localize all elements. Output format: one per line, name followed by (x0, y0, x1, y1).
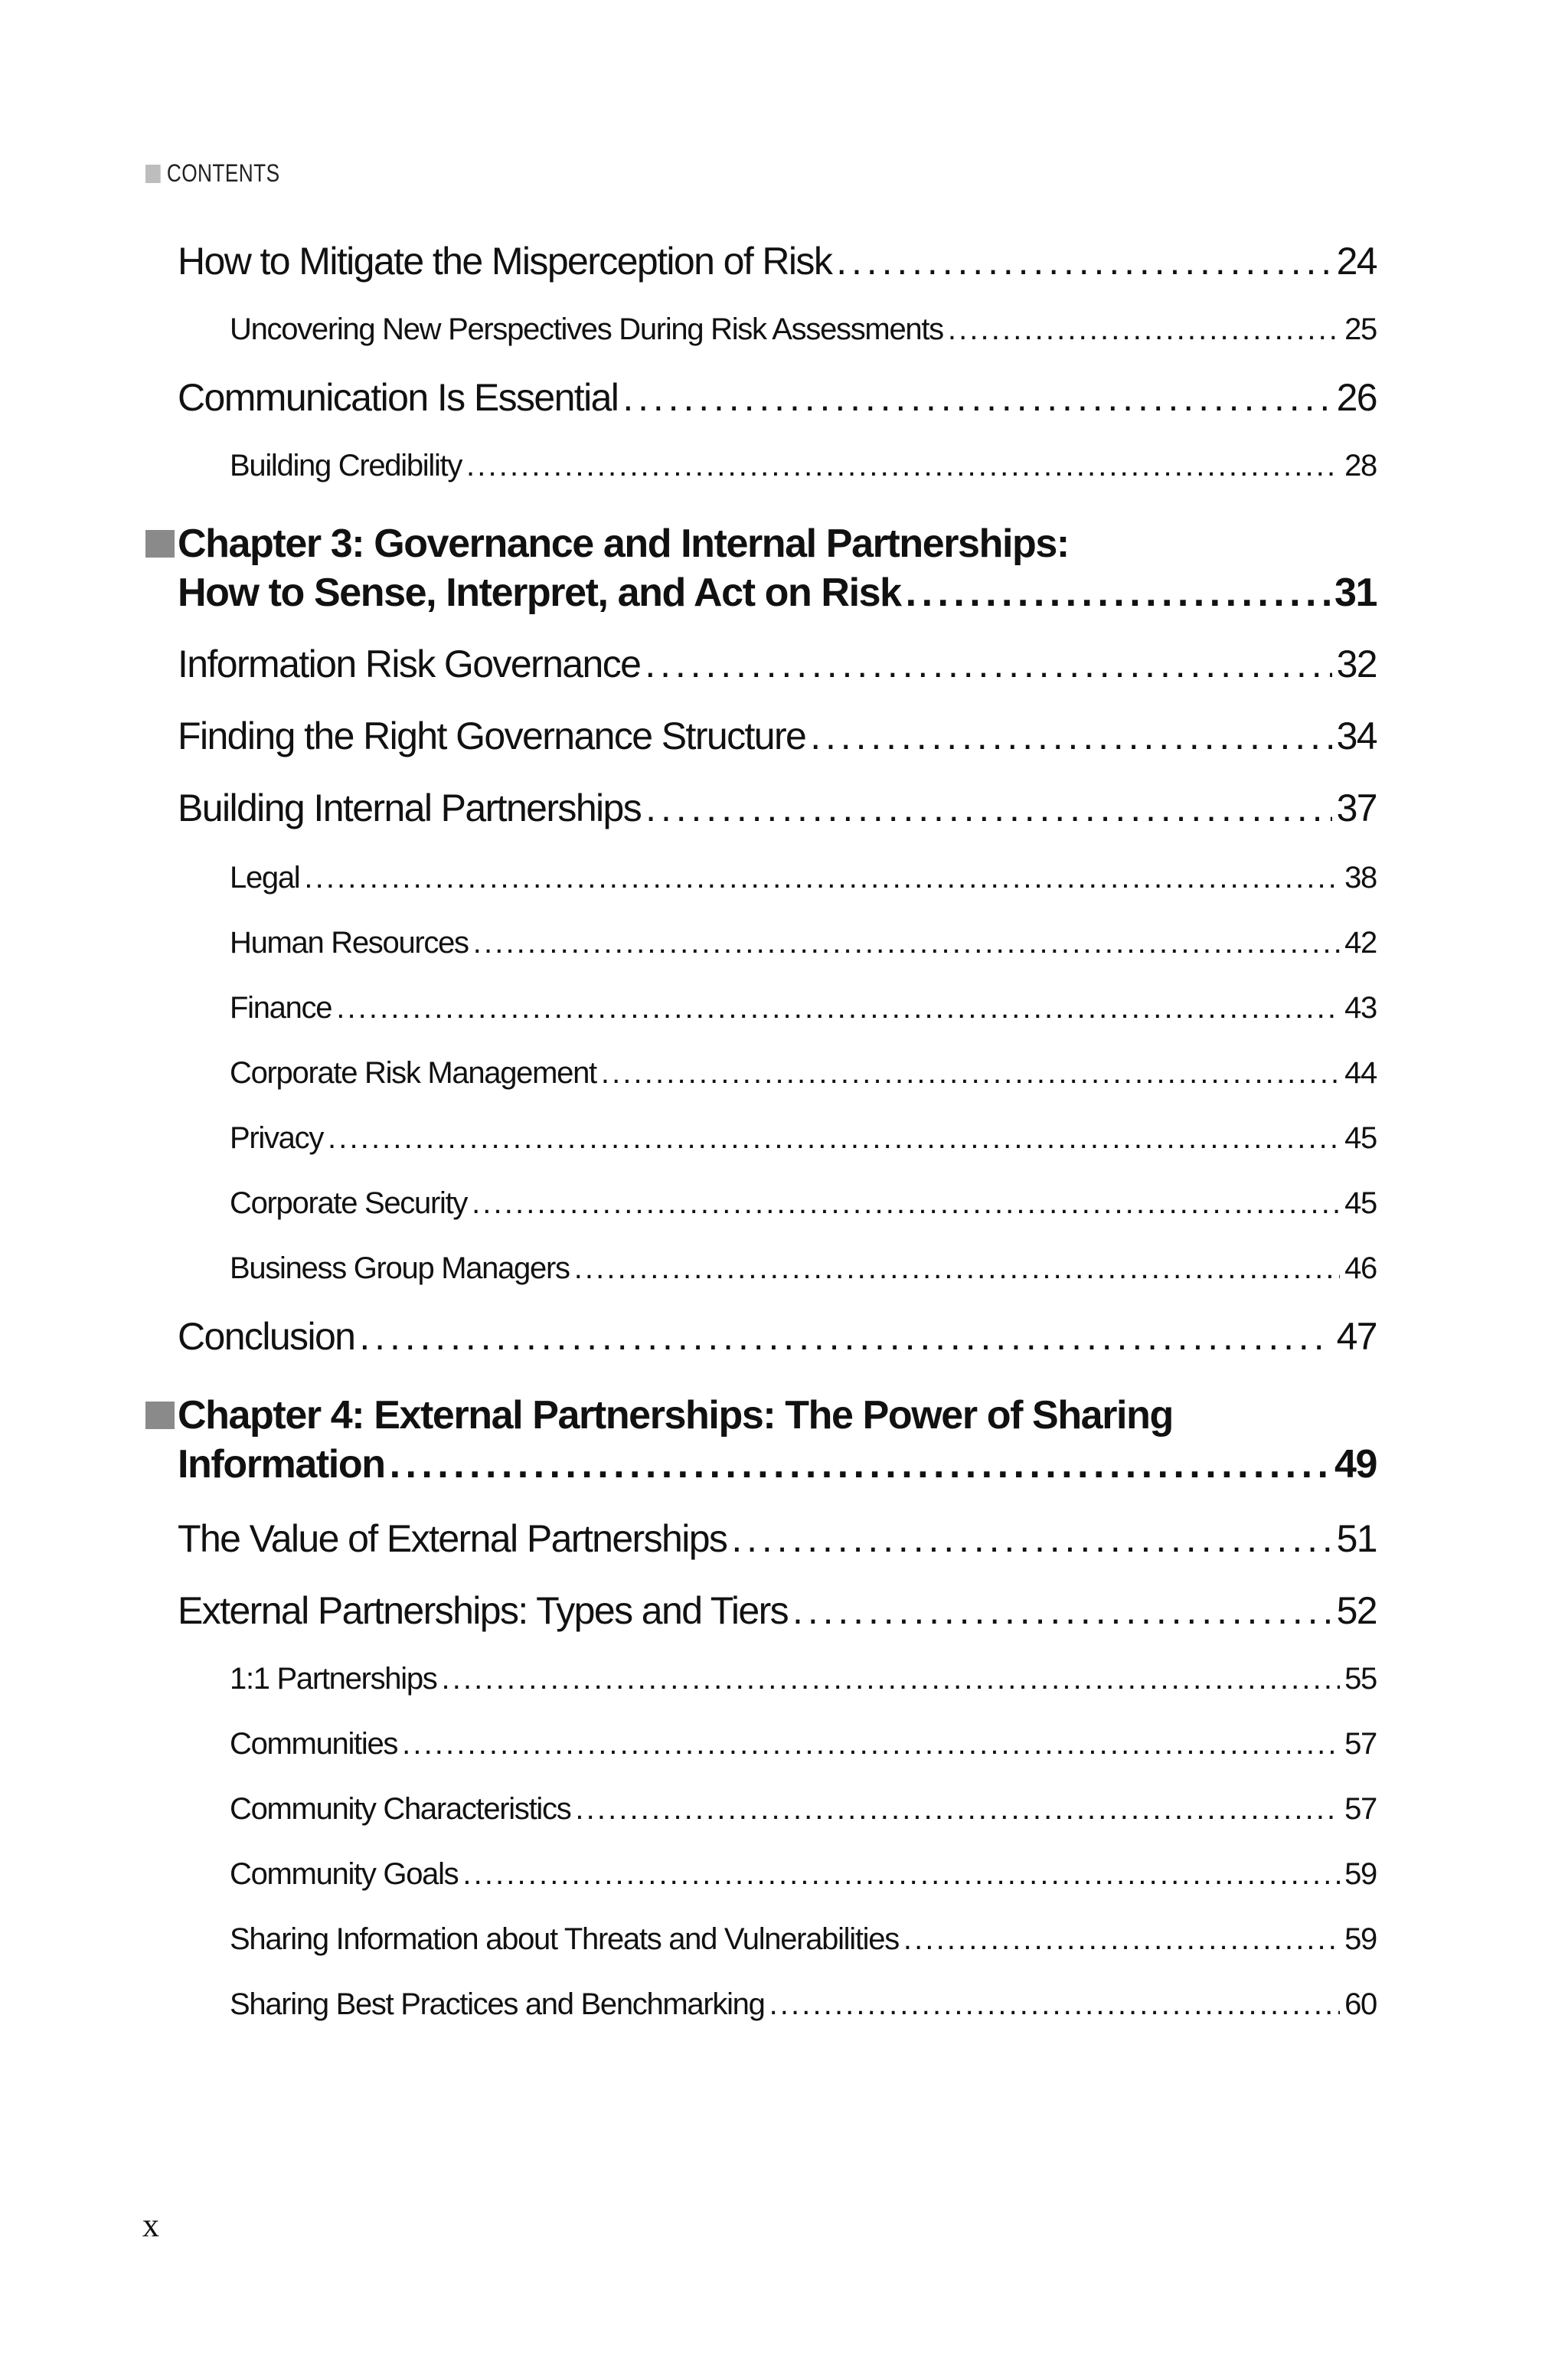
toc-subentry[interactable] (230, 926, 1377, 960)
toc-subentry[interactable] (230, 1857, 1377, 1892)
toc-entry[interactable] (178, 239, 1377, 283)
toc-entry[interactable] (178, 786, 1377, 830)
toc-entry-title: Building Internal Partnerships (178, 787, 642, 829)
toc-subentry-title: Corporate Risk Management (230, 1056, 596, 1090)
toc-subentry[interactable] (230, 1186, 1377, 1221)
toc-subentry-title: Community Goals (230, 1857, 459, 1891)
dot-leader (462, 1857, 1340, 1892)
toc-entry-page: 37 (1336, 787, 1377, 829)
toc-entry-page: 51 (1336, 1517, 1377, 1560)
dot-leader (792, 1588, 1332, 1633)
chapter-page: 49 (1334, 1442, 1377, 1487)
toc-subentry-page: 25 (1344, 312, 1377, 346)
chapter-title-line1: Chapter 3: Governance and Internal Partnerships: (178, 522, 1069, 566)
dot-leader (472, 1186, 1340, 1221)
toc-subentry[interactable] (230, 1056, 1377, 1091)
toc-entry-title: Information Risk Governance (178, 643, 641, 685)
dot-leader (645, 786, 1331, 830)
dot-leader (390, 1441, 1330, 1487)
toc-subentry[interactable] (230, 861, 1377, 895)
dot-leader (601, 1056, 1340, 1091)
dot-leader (622, 375, 1331, 420)
toc-subentry-page: 28 (1344, 449, 1377, 482)
toc-entry[interactable] (178, 1516, 1377, 1561)
chapter-title-line1: Chapter 4: External Partnerships: The Power of Sharing (178, 1393, 1173, 1438)
toc-entry-page: 52 (1336, 1589, 1377, 1632)
running-header (145, 159, 279, 188)
toc-subentry-title: Finance (230, 991, 332, 1025)
dot-leader (359, 1314, 1331, 1359)
toc-subentry-title: Building Credibility (230, 449, 462, 482)
dot-leader (810, 714, 1331, 758)
toc-entry-title: External Partnerships: Types and Tiers (178, 1589, 789, 1632)
toc-entry-title: The Value of External Partnerships (178, 1517, 727, 1560)
toc-subentry-title: 1:1 Partnerships (230, 1662, 437, 1696)
toc-entry-page: 24 (1336, 240, 1377, 283)
toc-subentry[interactable] (230, 1792, 1377, 1827)
toc-entry[interactable] (178, 642, 1377, 686)
toc-subentry-title: Human Resources (230, 926, 469, 960)
toc-subentry-page: 42 (1344, 926, 1377, 960)
page-number: x (142, 2206, 159, 2244)
toc-subentry[interactable] (230, 1121, 1377, 1156)
toc-entry-title: Communication Is Essential (178, 376, 619, 419)
toc-subentry[interactable] (230, 991, 1377, 1025)
toc-subentry-title: Sharing Information about Threats and Vulnerabilities (230, 1922, 899, 1956)
dot-leader (402, 1727, 1340, 1761)
dot-leader (466, 449, 1340, 483)
dot-leader (304, 861, 1340, 895)
toc-entry[interactable] (178, 375, 1377, 420)
dot-leader (473, 926, 1340, 960)
dot-leader (575, 1792, 1340, 1827)
dot-leader (336, 991, 1340, 1025)
toc-entry-page: 47 (1336, 1315, 1377, 1358)
chapter-heading[interactable] (145, 521, 1377, 616)
dot-leader (948, 312, 1340, 347)
toc-subentry-page: 55 (1344, 1662, 1377, 1696)
toc-subentry[interactable] (230, 1251, 1377, 1286)
toc-subentry-title: Legal (230, 861, 300, 895)
toc-entry-page: 32 (1336, 643, 1377, 685)
toc-subentry-page: 45 (1344, 1121, 1377, 1155)
dot-leader (731, 1516, 1331, 1561)
toc-subentry-title: Business Group Managers (230, 1251, 570, 1285)
toc-entry-page: 26 (1336, 376, 1377, 419)
dot-leader (441, 1662, 1340, 1696)
toc-subentry-page: 38 (1344, 861, 1377, 895)
chapter-title-line2: How to Sense, Interpret, and Act on Risk (178, 571, 901, 615)
toc-subentry-page: 57 (1344, 1792, 1377, 1826)
toc-entry-title: Conclusion (178, 1315, 355, 1358)
dot-leader (328, 1121, 1340, 1156)
toc-entry-page: 34 (1336, 715, 1377, 757)
dot-leader (906, 570, 1330, 616)
dot-leader (769, 1987, 1341, 2022)
toc-entry-title: How to Mitigate the Misperception of Risk (178, 240, 832, 283)
chapter-title-line2: Information (178, 1442, 385, 1487)
toc-subentry-page: 43 (1344, 991, 1377, 1025)
toc-subentry[interactable] (230, 449, 1377, 483)
toc-subentry-page: 60 (1344, 1987, 1377, 2021)
chapter-square-marker (145, 530, 175, 558)
chapter-page: 31 (1334, 571, 1377, 615)
toc-entry[interactable] (178, 1588, 1377, 1633)
toc-subentry-page: 59 (1344, 1922, 1377, 1956)
toc-subentry-title: Corporate Security (230, 1186, 468, 1220)
toc-subentry[interactable] (230, 1727, 1377, 1761)
toc-subentry-page: 44 (1344, 1056, 1377, 1090)
header-square-marker (145, 165, 161, 183)
toc-entry[interactable] (178, 1314, 1377, 1359)
toc-entry[interactable] (178, 714, 1377, 758)
chapter-heading[interactable] (145, 1392, 1377, 1487)
dot-leader (645, 642, 1331, 686)
dot-leader (903, 1922, 1340, 1957)
dot-leader (574, 1251, 1340, 1286)
header-label: CONTENTS (166, 159, 280, 187)
toc-subentry[interactable] (230, 1922, 1377, 1957)
toc-entry-title: Finding the Right Governance Structure (178, 715, 806, 757)
toc-subentry-title: Community Characteristics (230, 1792, 571, 1826)
toc-subentry-title: Uncovering New Perspectives During Risk Assessments (230, 312, 943, 346)
toc-subentry-title: Communities (230, 1727, 398, 1761)
toc-subentry[interactable] (230, 1662, 1377, 1696)
toc-subentry-title: Sharing Best Practices and Benchmarking (230, 1987, 765, 2021)
toc-subentry[interactable] (230, 1987, 1377, 2022)
toc-subentry[interactable] (230, 312, 1377, 347)
dot-leader (836, 239, 1331, 283)
toc-subentry-page: 45 (1344, 1186, 1377, 1220)
toc-subentry-page: 46 (1344, 1251, 1377, 1285)
toc-subentry-page: 57 (1344, 1727, 1377, 1761)
chapter-square-marker (145, 1402, 175, 1429)
toc-subentry-page: 59 (1344, 1857, 1377, 1891)
toc-subentry-title: Privacy (230, 1121, 324, 1155)
